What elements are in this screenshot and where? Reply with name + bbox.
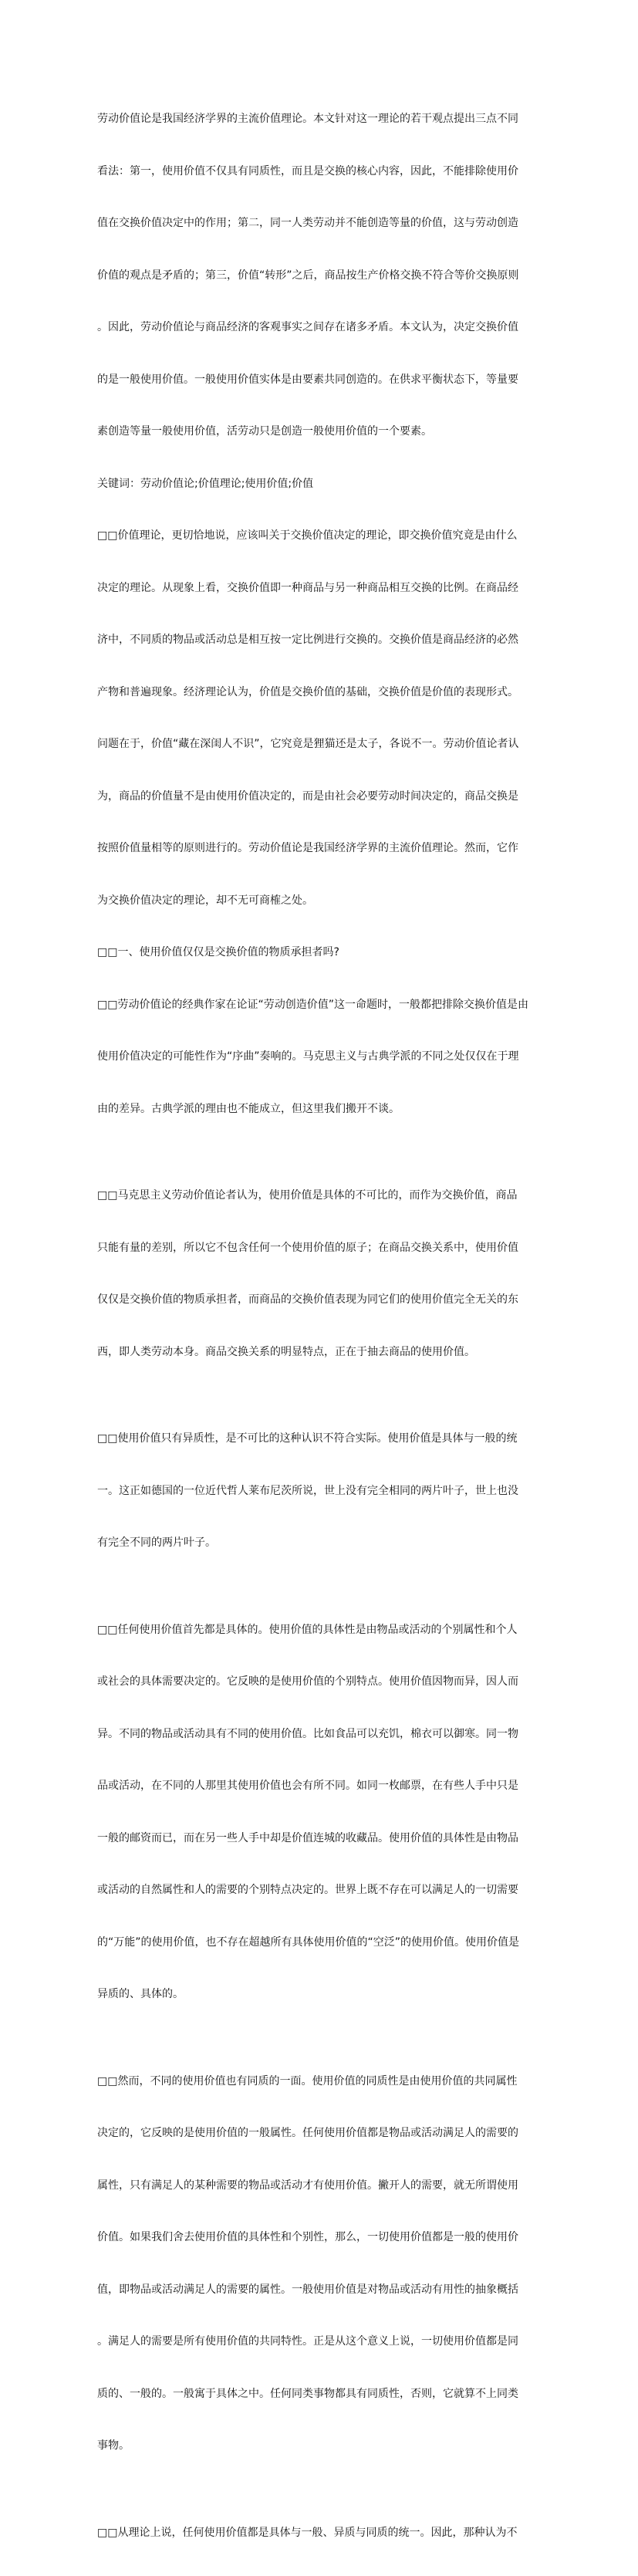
paragraph-line: 西，即人类劳动本身。商品交换关系的明显特点，正在于抽去商品的使用价值。 <box>97 1344 543 1361</box>
abstract-line: 值在交换价值决定中的作用；第二，同一人类劳动并不能创造等量的价值，这与劳动创造 <box>97 215 543 232</box>
abstract-line: 劳动价值论是我国经济学界的主流价值理论。本文针对这一理论的若干观点提出三点不同 <box>97 110 543 128</box>
paragraph-line: 异质的、具体的。 <box>97 1986 543 2003</box>
paragraph-line: 由的差异。古典学派的理由也不能成立，但这里我们搬开不谈。 <box>97 1100 543 1118</box>
paragraph-line: 或社会的具体需要决定的。它反映的是使用价值的个别特点。使用价值因物而异，因人而 <box>97 1673 543 1691</box>
abstract <box>97 76 543 475</box>
abstract-line: 。因此，劳动价值论与商品经济的客观事实之间存在诸多矛盾。本文认为，决定交换价值 <box>97 319 543 336</box>
paragraph-line: 事物。 <box>97 2437 543 2455</box>
paragraph-line: 品或活动，在不同的人那里其使用价值也会有所不同。如同一枚邮票，在有些人手中只是 <box>97 1777 543 1795</box>
paragraph-line: 一般的邮资而已，而在另一些人手中却是价值连城的收藏品。使用价值的具体性是由物品 <box>97 1830 543 1847</box>
section-heading: □□一、使用价值仅仅是交换价值的物质承担者吗? <box>97 944 543 962</box>
abstract-line: 素创造等量一般使用价值，活劳动只是创造一般使用价值的一个要素。 <box>97 423 543 441</box>
paragraph-line: 决定的，它反映的是使用价值的一般属性。任何使用价值都是物品或活动满足人的需要的 <box>97 2125 543 2142</box>
document-body <box>97 76 543 2576</box>
paragraph <box>97 2038 543 2490</box>
paragraph-line: 的“万能”的使用价值，也不存在超越所有具体使用价值的“空泛”的使用价值。使用价值是 <box>97 1934 543 1952</box>
abstract-line: 的是一般使用价值。一般使用价值实体是由要素共同创造的。在供求平衡状态下，等量要 <box>97 371 543 389</box>
paragraph-line: 价值。如果我们舍去使用价值的具体性和个别性，那么，一切使用价值都是一般的使用价 <box>97 2229 543 2246</box>
paragraph <box>97 962 543 1153</box>
paragraph-line: 为交换价值决定的理论，却不无可商榷之处。 <box>97 892 543 910</box>
paragraph-line: 仅仅是交换价值的物质承担者，而商品的交换价值表现为同它们的使用价值完全无关的东 <box>97 1291 543 1309</box>
paragraph-line: 济中，不同质的物品或活动总是相互按一定比例进行交换的。交换价值是商品经济的必然 <box>97 631 543 649</box>
paragraph-line: 属性，只有满足人的某种需要的物品或活动才有使用价值。撇开人的需要，就无所谓使用 <box>97 2177 543 2195</box>
paragraph-line: □□然而，不同的使用价值也有同质的一面。使用价值的同质性是由使用价值的共同属性 <box>97 2073 543 2091</box>
paragraph-line: 一。这正如德国的一位近代哲人莱布尼茨所说，世上没有完全相同的两片叶子，世上也没 <box>97 1482 543 1500</box>
paragraph-line: □□使用价值只有异质性，是不可比的这种认识不符合实际。使用价值是具体与一般的统 <box>97 1430 543 1448</box>
paragraph-line: □□马克思主义劳动价值论者认为，使用价值是具体的不可比的，而作为交换价值，商品 <box>97 1187 543 1205</box>
abstract-line: 看法：第一，使用价值不仅具有同质性，而且是交换的核心内容，因此，不能排除使用价 <box>97 163 543 181</box>
paragraph <box>97 1587 543 2038</box>
paragraph-line: □□从理论上说，任何使用价值都是具体与一般、异质与同质的统一。因此，那种认为不 <box>97 2524 543 2542</box>
paragraph <box>97 1152 543 1395</box>
keywords: 关键词：劳动价值论;价值理论;使用价值;价值 <box>97 475 543 493</box>
paragraph <box>97 2490 543 2576</box>
paragraph-line: 值，即物品或活动满足人的需要的属性。一般使用价值是对物品或活动有用性的抽象概括 <box>97 2281 543 2299</box>
paragraph-line: 异。不同的物品或活动具有不同的使用价值。比如食品可以充饥，棉衣可以御寒。同一物 <box>97 1726 543 1743</box>
paragraph-line: 产物和普遍现象。经济理论认为，价值是交换价值的基础，交换价值是价值的表现形式。 <box>97 684 543 701</box>
abstract-line: 价值的观点是矛盾的；第三，价值“转形”之后，商品按生产价格交换不符合等价交换原则 <box>97 267 543 285</box>
paragraph-line: □□劳动价值论的经典作家在论证“劳动创造价值”这一命题时，一般都把排除交换价值是由 <box>97 996 543 1014</box>
paragraph-line: □□价值理论，更切恰地说，应该叫关于交换价值决定的理论，即交换价值究竟是由什么 <box>97 527 543 545</box>
paragraph-line: 。满足人的需要是所有使用价值的共同特性。正是从这个意义上说，一切使用价值都是同 <box>97 2333 543 2351</box>
paragraph-line: 为，商品的价值量不是由使用价值决定的，而是由社会必要劳动时间决定的，商品交换是 <box>97 788 543 806</box>
paragraph-line: 只能有量的差别，所以它不包含任何一个使用价值的原子；在商品交换关系中，使用价值 <box>97 1239 543 1257</box>
paragraph-line: 或活动的自然属性和人的需要的个别特点决定的。世界上既不存在可以满足人的一切需要 <box>97 1881 543 1899</box>
paragraph-line: 质的、一般的。一般寓于具体之中。任何同类事物都具有同质性，否则，它就算不上同类 <box>97 2385 543 2403</box>
paragraph <box>97 1395 543 1587</box>
paragraph <box>97 492 543 944</box>
paragraph-line: 决定的理论。从现象上看，交换价值即一种商品与另一种商品相互交换的比例。在商品经 <box>97 580 543 597</box>
paragraph-line: 按照价值量相等的原则进行的。劳动价值论是我国经济学界的主流价值理论。然而，它作 <box>97 840 543 857</box>
paragraph-line: 问题在于，价值“藏在深闺人不识”，它究竟是狸猫还是太子，各说不一。劳动价值论者认 <box>97 735 543 753</box>
paragraph-line: □□任何使用价值首先都是具体的。使用价值的具体性是由物品或活动的个别属性和个人 <box>97 1621 543 1639</box>
paragraph-line: 有完全不同的两片叶子。 <box>97 1534 543 1552</box>
paragraph-line: 使用价值决定的可能性作为“序曲”奏响的。马克思主义与古典学派的不同之处仅仅在于理 <box>97 1048 543 1066</box>
